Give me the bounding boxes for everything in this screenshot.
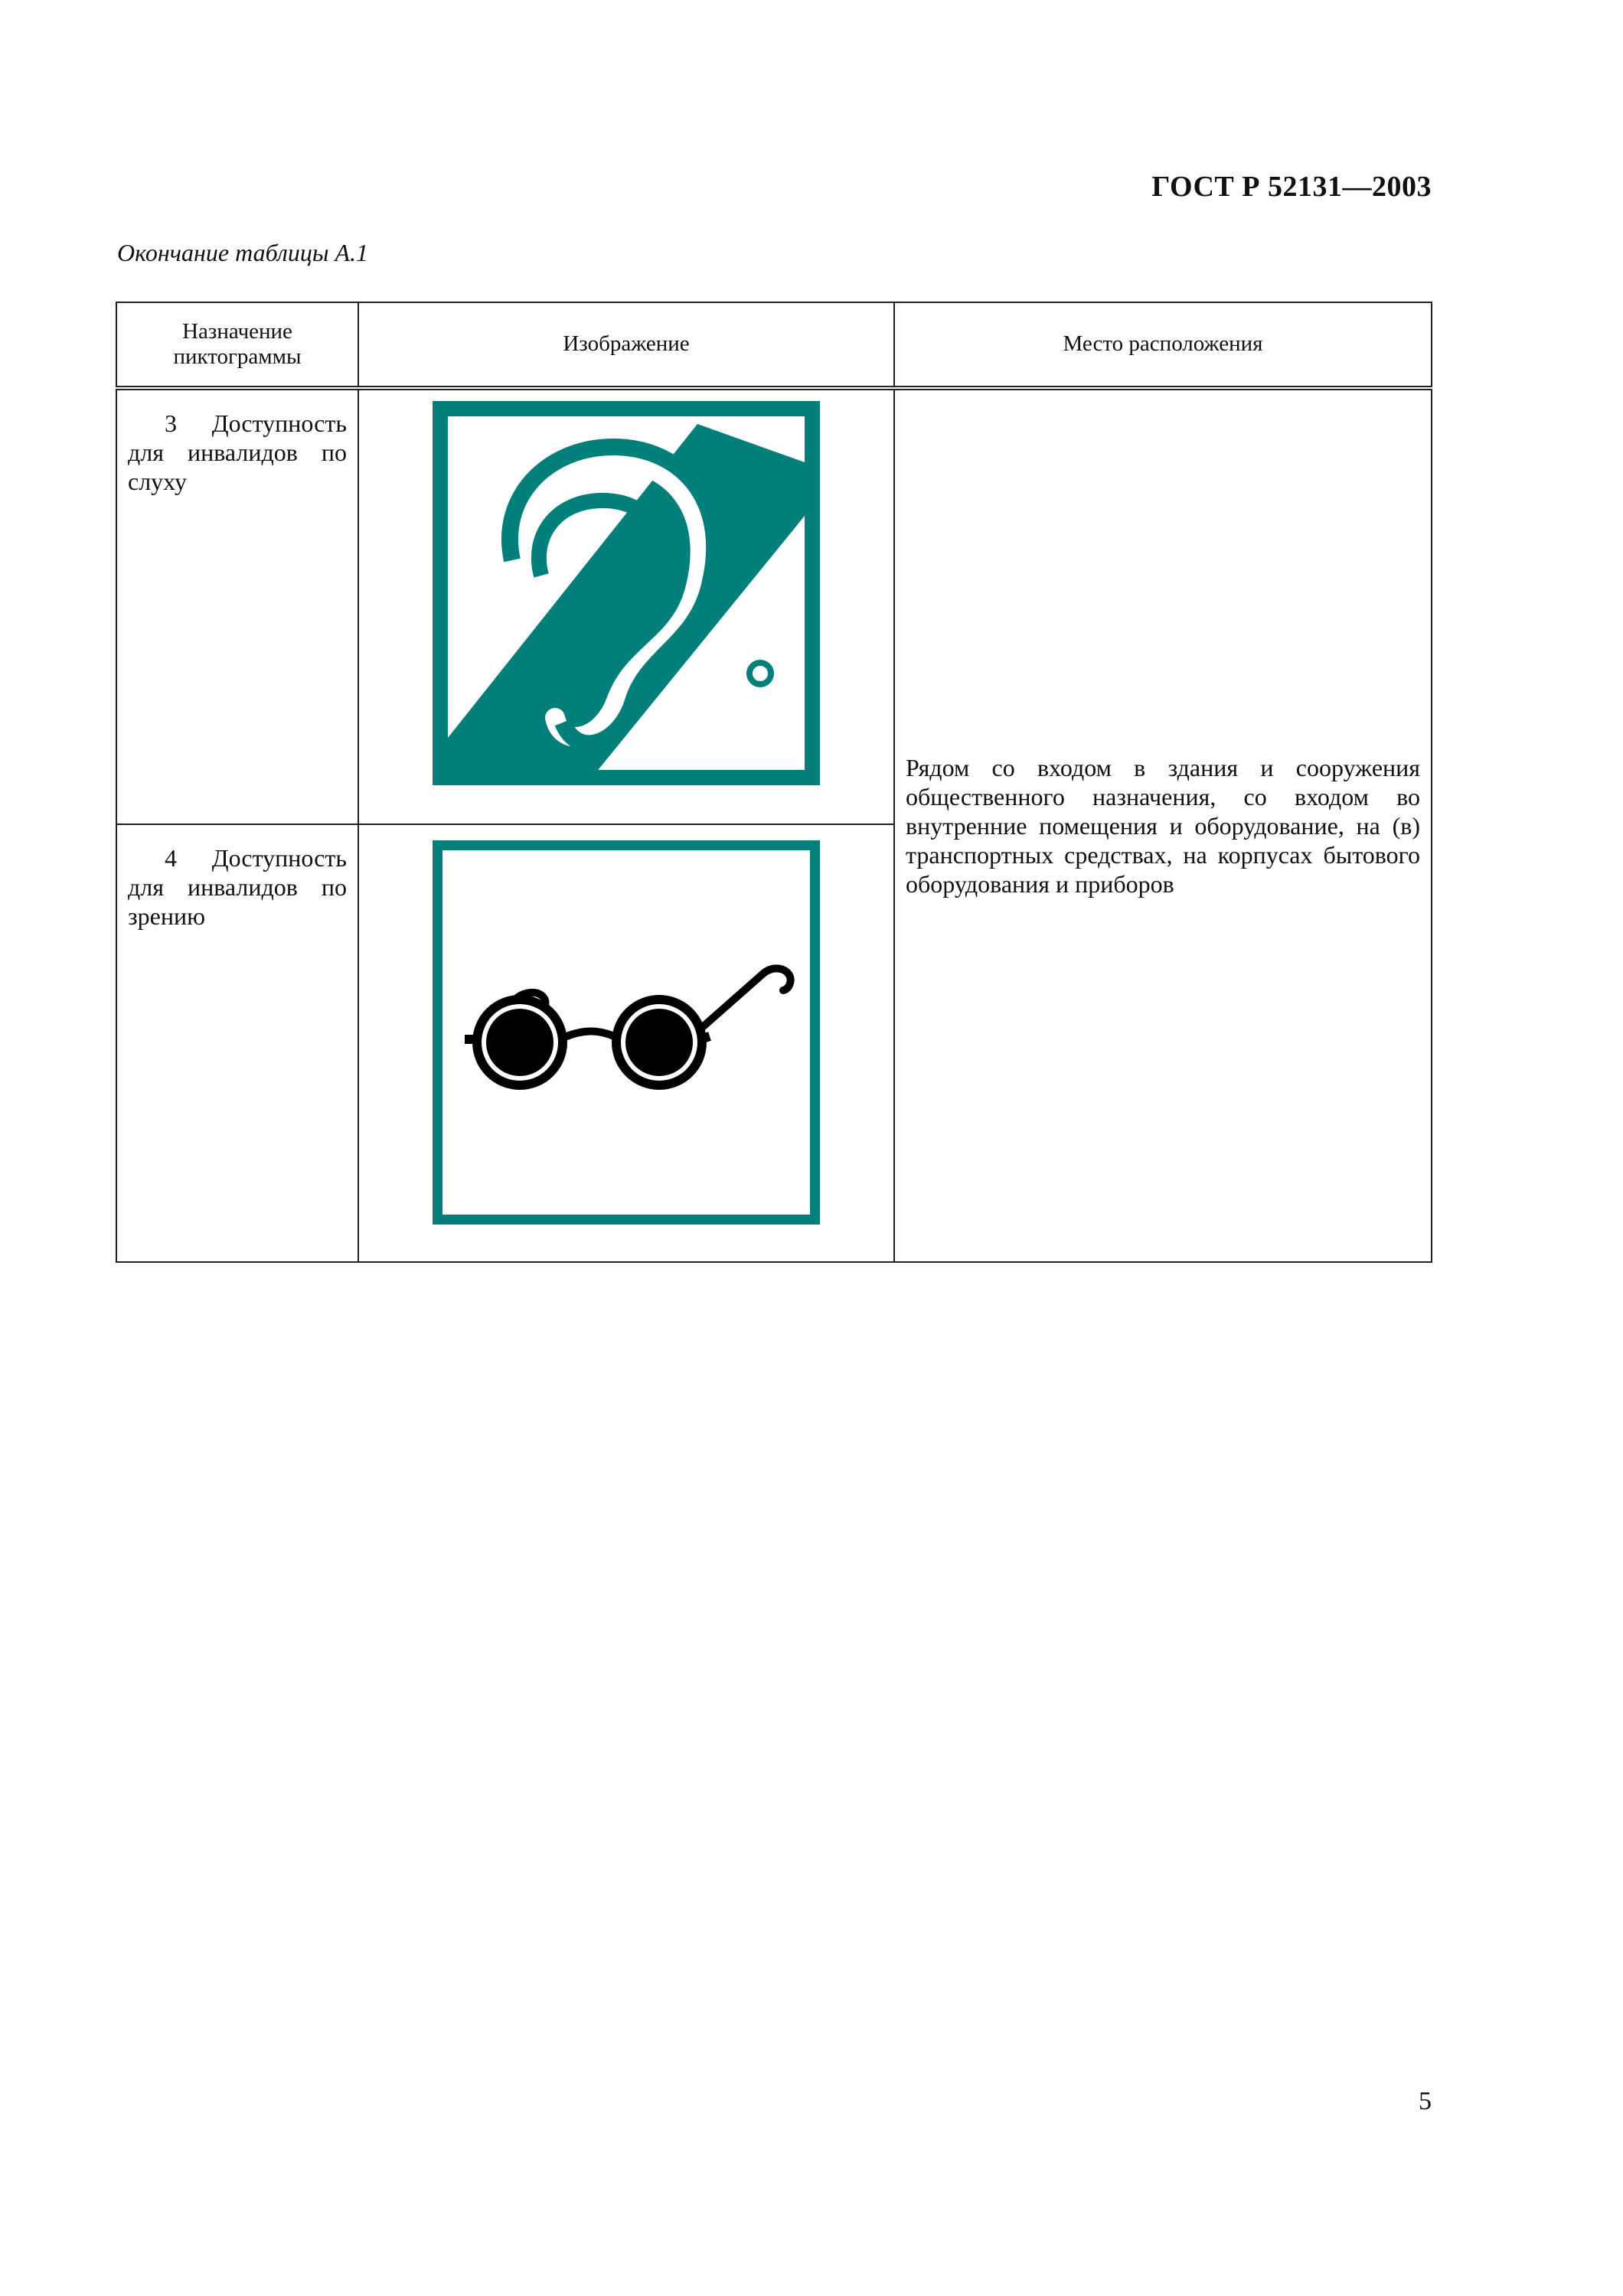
image-cell [358,824,894,1262]
location-cell [894,388,1432,1262]
column-header-image: Изображение [358,302,894,388]
pictogram-table [116,302,1432,1263]
table-row [116,388,1432,824]
purpose-cell [116,388,358,824]
page-number: 5 [1419,2087,1432,2115]
purpose-text: 3 Доступность для инвалидов по слуху [128,409,347,495]
table-caption: Окончание таблицы А.1 [117,239,369,266]
hearing-accessibility-icon [433,401,820,785]
column-header-purpose: Назначение пиктограммы [116,302,358,388]
purpose-text: 4 Доступность для инвалидов по зрению [128,844,347,930]
image-cell [358,388,894,824]
document-code: ГОСТ Р 52131—2003 [1151,171,1432,203]
location-text: Рядом со входом в здания и сооружения общественного назначения, со входом во внутренние помещения и оборудование, на (в) транспортных средствах, на корпусах бытового оборудования и приборов [906,754,1420,898]
vision-accessibility-icon [433,840,820,1225]
table-header-row [116,302,1432,388]
column-header-location: Место расположения [894,302,1432,388]
purpose-cell [116,824,358,1262]
